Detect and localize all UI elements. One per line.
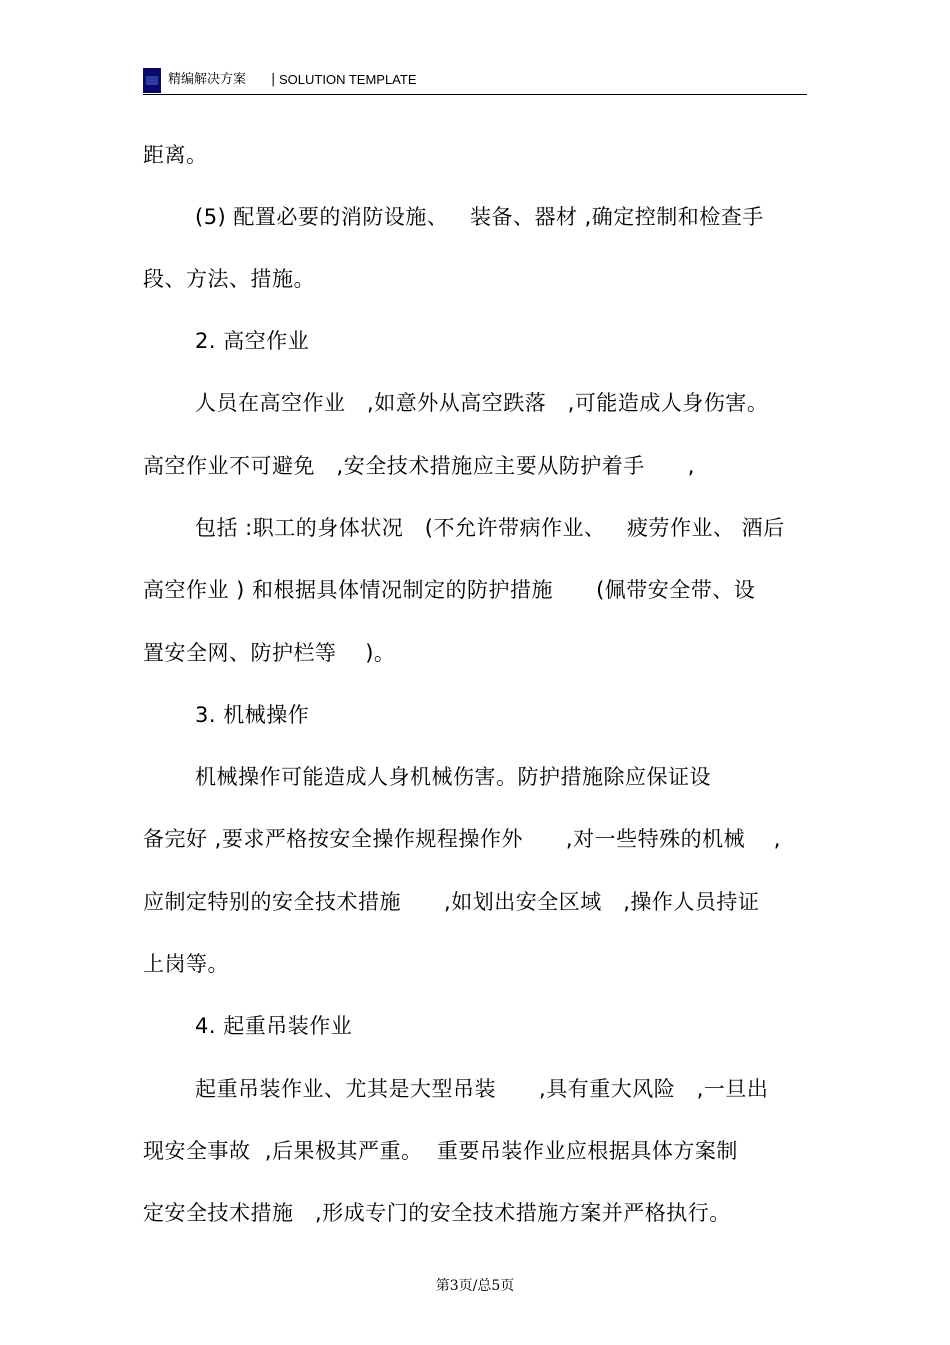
text-line: 人员在高空作业 ,如意外从高空跌落 ,可能造成人身伤害。	[195, 391, 769, 415]
text-line: 定安全技术措施 ,形成专门的安全技术措施方案并严格执行。	[143, 1201, 731, 1225]
text-line: 距离。	[143, 143, 208, 167]
header-tagline: SOLUTION TEMPLATE	[279, 72, 417, 87]
text-line: 现安全事故 ,后果极其严重。 重要吊装作业应根据具体方案制	[143, 1139, 738, 1163]
text-line: (5) 配置必要的消防设施、 装备、器材 ,确定控制和检查手	[195, 205, 764, 229]
text-line: 上岗等。	[143, 952, 229, 976]
header-brand: 精编解决方案	[168, 72, 247, 87]
section-heading: 3. 机械操作	[195, 703, 310, 727]
logo-icon	[143, 68, 161, 93]
text-line: 置安全网、防护栏等 )。	[143, 641, 396, 665]
header-separator: |	[271, 72, 276, 87]
text-line: 段、方法、措施。	[143, 267, 315, 291]
section-heading: 4. 起重吊装作业	[195, 1014, 353, 1038]
text-line: 备完好 ,要求严格按安全操作规程操作外 ,对一些特殊的机械 ,	[143, 827, 781, 851]
text-line: 起重吊装作业、尤其是大型吊装 ,具有重大风险 ,一旦出	[195, 1077, 769, 1101]
text-line: 包括 :职工的身体状况 (不允许带病作业、 疲劳作业、 酒后	[195, 516, 785, 540]
page-header	[143, 66, 807, 95]
text-line: 机械操作可能造成人身机械伤害。防护措施除应保证设	[195, 765, 711, 789]
text-line: 高空作业不可避免 ,安全技术措施应主要从防护着手 ,	[143, 454, 695, 478]
text-line: 应制定特别的安全技术措施 ,如划出安全区域 ,操作人员持证	[143, 890, 760, 914]
page-footer: 第3页/总5页	[435, 1278, 515, 1294]
section-heading: 2. 高空作业	[195, 329, 310, 353]
text-line: 高空作业 ) 和根据具体情况制定的防护措施 (佩带安全带、设	[143, 578, 756, 602]
